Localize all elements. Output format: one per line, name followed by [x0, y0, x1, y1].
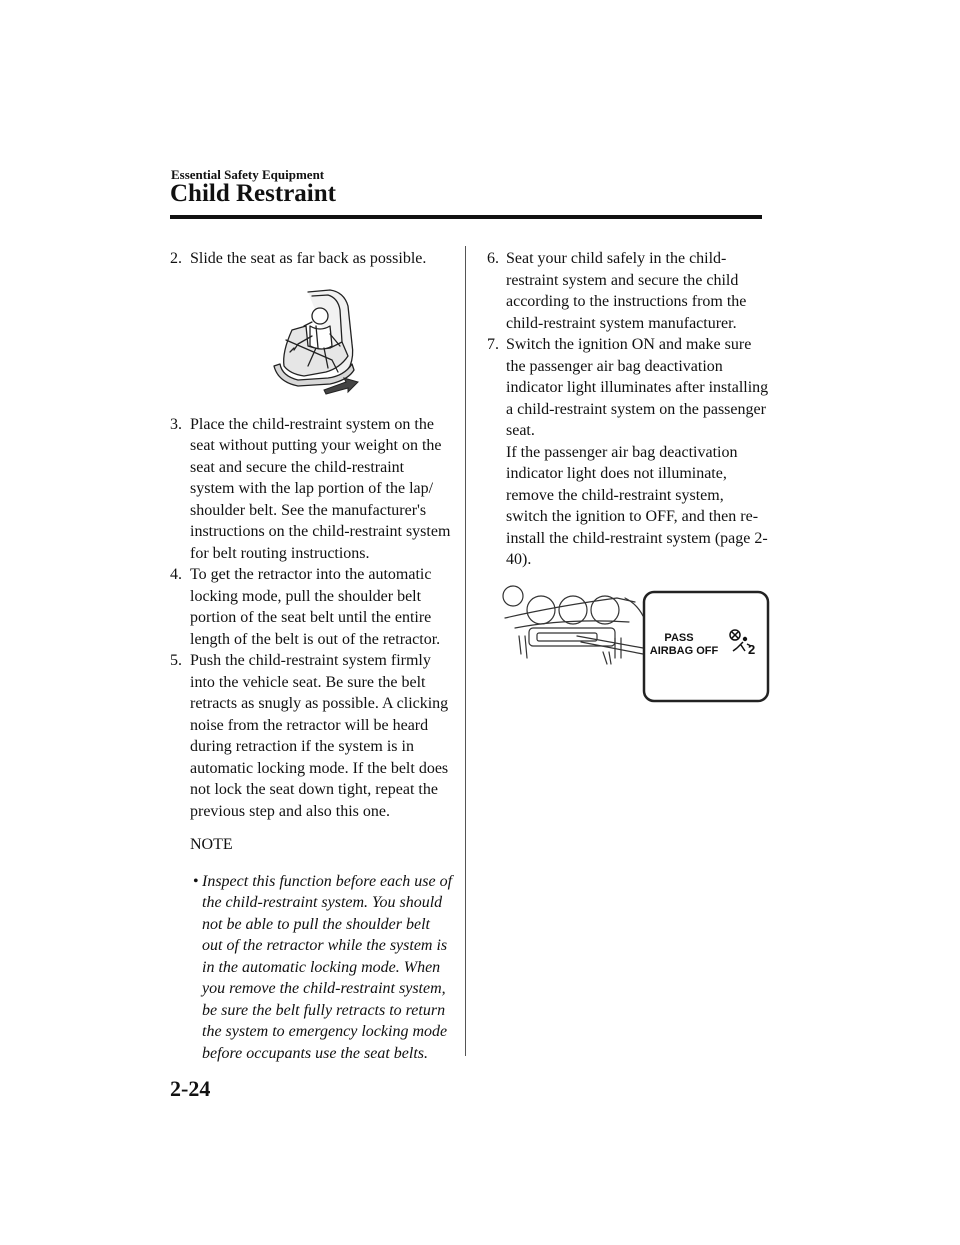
step-text: Push the child-restraint system firmly into the vehicle seat. Be sure the belt retracts as snugly as possible. A clicking noise from the retractor will be heard during retraction if the system is in automatic locking mode. If the belt does not lock the seat down tight, repeat the previous step and also this one. — [190, 652, 449, 820]
child-seat-illustration — [268, 286, 364, 396]
step-5 — [170, 650, 452, 822]
step-text-continued: If the passenger air bag deactivation indicator light does not illuminate, remove the child-restraint system, switch the ignition to OFF, and then re-install the child-restraint system (page 2-40). — [506, 443, 768, 568]
step-text: Seat your child safely in the child-restraint system and secure the child according to the instructions from the child-restraint system manufacturer. — [506, 250, 747, 332]
page-title: Child Restraint — [170, 180, 336, 207]
indicator-number: 2 — [748, 642, 756, 657]
step-number: 6. — [487, 250, 499, 267]
step-6 — [487, 248, 769, 334]
step-number: 3. — [170, 415, 182, 433]
bullet: • — [193, 872, 199, 890]
dashboard-indicator-illustration — [497, 578, 773, 706]
step-number: 5. — [170, 652, 182, 669]
step-text: To get the retractor into the automatic locking mode, pull the shoulder belt portion of the seat belt until the entire length of the belt is out of the retractor. — [190, 566, 441, 648]
step-3 — [170, 414, 452, 565]
step-number: 4. — [170, 566, 182, 583]
section-label: Essential Safety Equipment — [171, 167, 325, 182]
step-4 — [170, 564, 452, 650]
indicator-pass-text: PASS — [664, 632, 694, 644]
note-label: NOTE — [190, 836, 233, 853]
right-column — [487, 248, 769, 571]
step-number: 7. — [487, 336, 499, 353]
step-text: Switch the ignition ON and make sure the passenger air bag deactivation indicator light illuminates after installing a child-restraint system on the passenger seat. — [506, 336, 769, 439]
step-number: 2. — [170, 250, 182, 267]
note-item — [193, 871, 453, 1065]
step-2 — [170, 248, 452, 270]
note-text: Inspect this function before each use of the child-restraint system. You should not be able to pull the shoulder belt out of the retractor while the system is in the automatic locking mode. When you remove the child-restraint system, be sure the belt fully retracts to return the system to emergency locking mode before occupants use the seat belts. — [202, 872, 453, 1062]
step-text: Slide the seat as far back as possible. — [190, 250, 427, 267]
indicator-airbag-off-text: AIRBAG OFF — [649, 645, 719, 657]
page-number: 2-24 — [170, 1076, 211, 1101]
step-7 — [487, 334, 769, 571]
column-divider — [465, 246, 466, 1056]
step-text: Place the child-restraint system on the seat without putting your weight on the seat and secure the child-restraint system with the lap portion of the lap/ shoulder belt. See the manufacturer's instructions on the child-restraint system for belt routing instructions. — [190, 415, 451, 562]
title-rule — [170, 215, 762, 219]
left-column — [170, 248, 452, 1064]
